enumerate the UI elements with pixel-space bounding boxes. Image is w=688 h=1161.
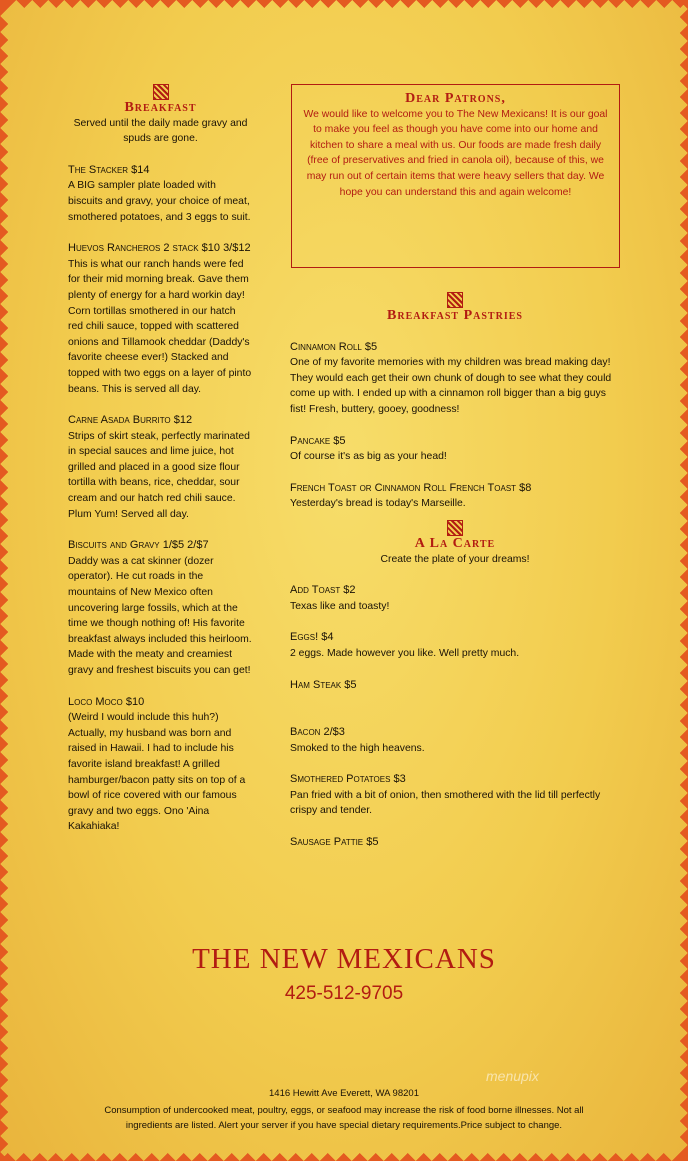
item-desc: 2 eggs. Made however you like. Well pretty much. bbox=[290, 647, 520, 659]
menu-item bbox=[68, 241, 253, 397]
item-desc: (Weird I would include this huh?) Actually, my husband was born and raised in Hawaii. I had to include his favorite island breakfast! A grilled hamburger/bacon patty sits on top of a bowl of rice covered with our famous gravy and two eggs. Ono 'Aina Kakahiaka! bbox=[68, 712, 246, 833]
breakfast-subtitle: Served until the daily made gravy and spuds are gone. bbox=[73, 117, 248, 145]
item-title: Ham Steak $5 bbox=[290, 678, 357, 691]
item-desc: A BIG sampler plate loaded with biscuits and gravy, your choice of meat, smothered potatoes, and 3 eggs to suit. bbox=[68, 180, 251, 223]
menu-item bbox=[290, 835, 620, 851]
menu-item bbox=[290, 434, 620, 465]
item-title: Smothered Potatoes $3 bbox=[290, 773, 406, 786]
item-title: Biscuits and Gravy 1/$5 2/$7 bbox=[68, 539, 209, 552]
logo-icon bbox=[447, 520, 463, 536]
pastries-heading: Breakfast Pastries bbox=[387, 308, 523, 323]
item-title: The Stacker $14 bbox=[68, 163, 150, 176]
item-desc: Of course it's as big as your head! bbox=[290, 451, 447, 463]
alacarte-heading: A La Carte bbox=[414, 535, 496, 551]
menu-item bbox=[290, 481, 620, 512]
menu-item bbox=[68, 695, 253, 835]
item-title: Huevos Rancheros 2 stack $10 3/$12 bbox=[68, 242, 251, 255]
item-desc: This is what our ranch hands were fed for their mid morning break. Gave them plenty of energy for a hard workin day! Corn tortillas smothered in our hatch red chili sauce, topped with scattered onions and Tillamook cheddar (Daddy's favorite cheese ever!) Stacked and topped with two eggs on a layer of pinto beans. This is served all day. bbox=[68, 258, 252, 395]
item-desc: Texas like and toasty! bbox=[290, 600, 390, 612]
item-title: Add Toast $2 bbox=[290, 584, 356, 597]
item-title: Loco Moco $10 bbox=[68, 695, 145, 708]
patrons-text: We would like to welcome you to The New Mexicans! It is our goal to make you feel as though you have come into our home and kitchen to share a meal with us. Our foods are made fresh daily (free of preservatives and fried in canola oil), because of this, we may run out of certain items that were heavy sellers that day. We hope you can understand this and again welcome! bbox=[303, 108, 608, 198]
item-desc: Strips of skirt steak, perfectly marinated in special sauces and lime juice, hot grilled and placed in a good size flour tortilla with beans, rice, cheddar, sour cream and our hatch red chili sauce. Plum Yum! Served all day. bbox=[68, 430, 250, 520]
menu-item bbox=[290, 772, 620, 819]
alacarte-subtitle: Create the plate of your dreams! bbox=[380, 553, 530, 565]
item-title: Eggs! $4 bbox=[290, 631, 334, 644]
patrons-heading: Dear Patrons, bbox=[405, 91, 506, 106]
menu-item bbox=[290, 725, 620, 756]
disclaimer: Consumption of undercooked meat, poultry, eggs, or seafood may increase the risk of food borne illnesses. Not all ingredients are listed. Alert your server if you have special dietary requirements.Price subject to change. bbox=[104, 1105, 584, 1131]
menu-item bbox=[290, 583, 620, 614]
menu-item bbox=[290, 678, 620, 694]
restaurant-name: THE NEW MEXICANS bbox=[192, 943, 496, 975]
address: 1416 Hewitt Ave Everett, WA 98201 bbox=[269, 1088, 419, 1099]
item-title: Cinnamon Roll $5 bbox=[290, 340, 378, 353]
item-title: Bacon 2/$3 bbox=[290, 726, 345, 739]
breakfast-heading: Breakfast bbox=[124, 100, 197, 115]
logo-icon bbox=[153, 84, 169, 100]
item-desc: Daddy was a cat skinner (dozer operator). He cut roads in the mountains of New Mexico often uncovering large fossils, which at the time we though nothing of! His favorite breakfast always included this heirloom. Made with the meaty and creamiest gravy and freshest biscuits you can get! bbox=[68, 555, 252, 676]
zigzag-border-top bbox=[0, 0, 688, 16]
item-title: French Toast or Cinnamon Roll French Toast $8 bbox=[290, 481, 532, 494]
menu-item bbox=[68, 538, 253, 678]
item-title: Sausage Pattie $5 bbox=[290, 836, 379, 849]
breakfast-section bbox=[68, 84, 253, 851]
zigzag-border-bottom bbox=[0, 1145, 688, 1161]
menu-item bbox=[68, 163, 253, 225]
menu-item bbox=[68, 413, 253, 522]
item-desc: One of my favorite memories with my children was bread making day! They would each get their own chunk of dough to see what they could come up with. I ended up with a cinnamon roll bigger than a big guys fist! Fresh, buttery, gooey, goodness! bbox=[290, 357, 612, 415]
menu-item bbox=[290, 340, 620, 418]
phone-number: 425-512-9705 bbox=[284, 983, 404, 1004]
watermark: menupix bbox=[486, 1068, 539, 1084]
item-title: Pancake $5 bbox=[290, 434, 346, 447]
pastries-section bbox=[290, 292, 620, 867]
logo-icon bbox=[447, 292, 463, 308]
item-desc: Yesterday's bread is today's Marseille. bbox=[290, 498, 466, 510]
item-title: Carne Asada Burrito $12 bbox=[68, 414, 193, 427]
menu-item bbox=[290, 630, 620, 661]
item-desc: Smoked to the high heavens. bbox=[290, 742, 425, 754]
item-desc: Pan fried with a bit of onion, then smothered with the lid till perfectly crispy and tender. bbox=[290, 789, 601, 817]
patrons-box bbox=[291, 84, 620, 268]
